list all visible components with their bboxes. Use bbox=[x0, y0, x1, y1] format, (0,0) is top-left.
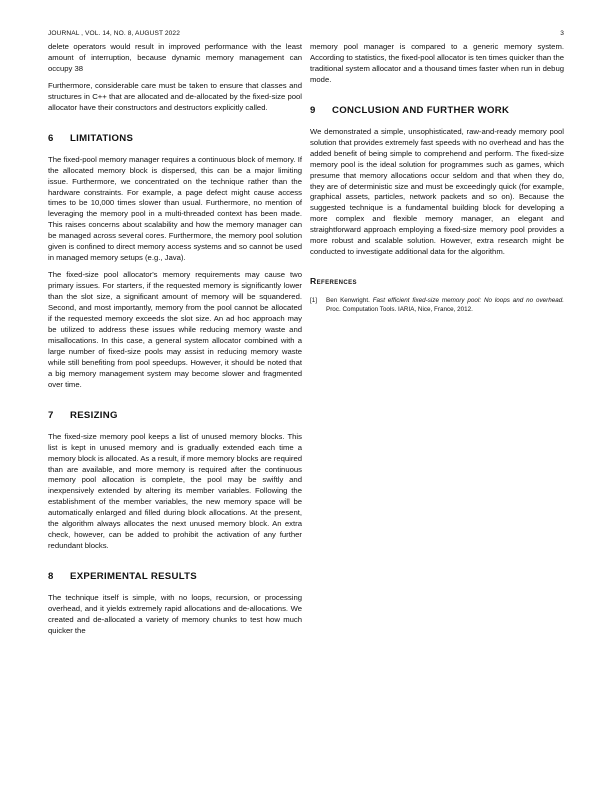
references-heading: References bbox=[310, 276, 357, 287]
paragraph: The technique itself is simple, with no loops, recursion, or processing overhead, and it yields extremely rapid allocations and de-allocations. We created and de-allocated a variety of memory chunks to test how much quicker the bbox=[48, 593, 302, 635]
paragraph: The fixed-pool memory manager requires a continuous block of memory. If the allocated memory block is dispersed, this can be a major limiting issue. Furthermore, we concentrated on the technique rather than the hardware constraints. For example, a page defect might cause access times to be 10,000 times slower than usual. Furthermore, no mention of leveraging the memory pool in a multi-threaded context has been made. This raises concerns about scalability and how the memory manager can be managed across several cores. Furthermore, the memory pool solution given is confined to direct memory access systems and so cannot be used in managed memory setups (e.g., Java). bbox=[48, 154, 302, 263]
section-number: 6 bbox=[48, 132, 54, 144]
section-heading-limitations bbox=[48, 134, 302, 145]
reference-item bbox=[310, 296, 564, 314]
left-column bbox=[48, 42, 302, 643]
paragraph: delete operators would result in improved performance with the least amount of interruption, because dynamic memory management can occupy 38 bbox=[48, 42, 302, 73]
reference-label: [1] bbox=[310, 297, 318, 305]
reference-title: Fast efficient fixed-size memory pool: No loops and no overhead. bbox=[372, 297, 565, 305]
journal-name: JOURNAL , VOL. 14, NO. 8, AUGUST 2022 bbox=[48, 30, 180, 37]
right-column bbox=[310, 42, 564, 314]
reference-authors: Ben Kenwright. bbox=[326, 297, 370, 305]
section-title: EXPERIMENTAL RESULTS bbox=[70, 571, 197, 583]
section-heading-experimental-results bbox=[48, 572, 302, 583]
running-header bbox=[48, 30, 564, 42]
paragraph: memory pool manager is compared to a generic memory system. According to statistics, the fixed-pool allocator is ten times quicker than the traditional system allocator and a thousand times faster when run in debug mode. bbox=[310, 42, 564, 84]
section-heading-conclusion bbox=[310, 106, 564, 117]
section-title: CONCLUSION AND FURTHER WORK bbox=[332, 104, 510, 116]
section-number: 7 bbox=[48, 409, 54, 421]
section-title: LIMITATIONS bbox=[70, 132, 134, 144]
reference-venue: Proc. Computation Tools. IARIA, Nice, France, 2012. bbox=[326, 306, 473, 314]
section-number: 9 bbox=[310, 104, 316, 116]
paragraph: The fixed-size pool allocator's memory requirements may cause two primary issues. For starters, if the requested memory is significantly lower than the slot size, a significant amount of memory will be squandered. Second, and most importantly, memory from the pool cannot be allocated if the requested memory exceeds the slot size. An ad hoc approach may be utilized to address these issues while reducing memory waste and misallocations. In this case, a general system allocator combined with a large number of fixed-size pools may assist in reducing memory waste while still benefiting from pool speedups. However, it should be noted that a big memory management system may become slower and fragmented over time. bbox=[48, 270, 302, 389]
section-number: 8 bbox=[48, 571, 54, 583]
paragraph: We demonstrated a simple, unsophisticated, raw-and-ready memory pool solution that provides extremely fast speeds with no overhead and has the added benefit of being simple to comprehend and perform. The fixed-size memory pool is the ideal solution for programmes such as games, which presume that memory allocations occur seldom and that when they do, they are of deterministic size and must be exceedingly quick (for example, graphical assets, particles, network packets and so on). Because the suggested technique is a fundamental building block for developing a more complex and flexible memory manager, an elegant and straightforward approach employing a fixed-size memory pool provides a more robust and scalable solution. However, extra research might be conducted to investigate additional data for the algorithm. bbox=[310, 126, 564, 257]
section-heading-resizing bbox=[48, 411, 302, 422]
paragraph: Furthermore, considerable care must be taken to ensure that classes and structures in C++ that are allocated and de-allocated by the fixed-size pool allocator have their constructors and destructors explicitly called. bbox=[48, 80, 302, 112]
page-number: 3 bbox=[560, 30, 564, 37]
section-title: RESIZING bbox=[70, 409, 118, 421]
paragraph: The fixed-size memory pool keeps a list of unused memory blocks. This list is kept in unused memory and is gradually extended each time a memory block is allocated. As a result, if more memory blocks are required than are available, and more memory is required after the continuous memory pool allocation is complete, the pool may be swiftly and inexpensively extended by altering its member variables. Following the establishment of the member variables, the new memory space will be automatically enlarged and filled during block allocations. At the present, the algorithm always allocates the next unused memory block. An extra check, however, can be added to prohibit the activation of any further redundant blocks. bbox=[48, 431, 302, 551]
